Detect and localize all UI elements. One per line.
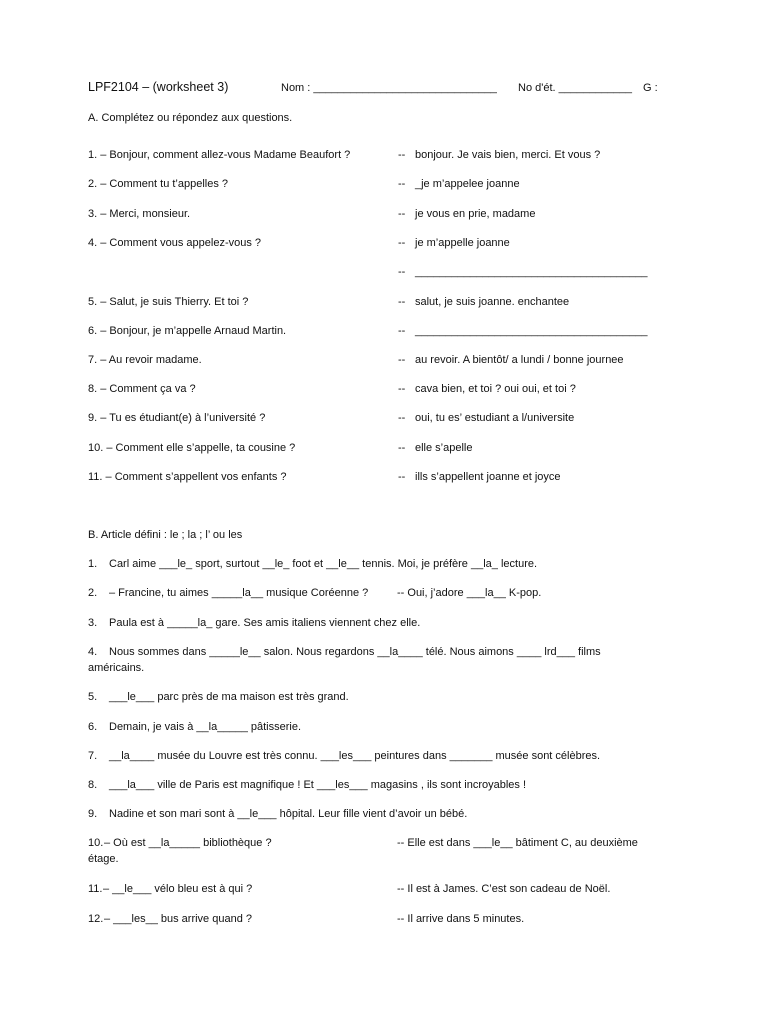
section-a-row: [88, 354, 678, 370]
item-sentence[interactable]: – ___les__ bus arrive quand ?: [104, 913, 252, 925]
answer-text[interactable]: cava bien, et toi ? oui oui, et toi ?: [415, 383, 576, 395]
item-sentence-continuation: américains.: [88, 662, 145, 674]
section-b-title: B. Article défini : le ; la ; l’ ou les: [88, 529, 243, 541]
section-a-row: [88, 412, 678, 428]
answer-dash: --: [398, 266, 406, 278]
section-a-row: [88, 325, 678, 341]
item-number: 8.: [88, 779, 98, 791]
answer-text[interactable]: elle s’apelle: [415, 442, 473, 454]
item-number: 1.: [88, 558, 98, 570]
item-sentence[interactable]: Demain, je vais à __la_____ pâtisserie.: [109, 721, 302, 733]
item-response[interactable]: -- Elle est dans ___le__ bâtiment C, au deuxième: [397, 837, 638, 849]
item-number: 11.: [88, 883, 103, 895]
section-a-title: A. Complétez ou répondez aux questions.: [88, 112, 293, 124]
question-text: 10. – Comment elle s’appelle, ta cousine ?: [88, 442, 296, 454]
question-text: 9. – Tu es étudiant(e) à l’université ?: [88, 412, 266, 424]
section-a-row: [88, 383, 678, 399]
section-a-row: [88, 237, 678, 253]
answer-text[interactable]: ills s’appellent joanne et joyce: [415, 471, 561, 483]
section-a-row: [88, 149, 678, 165]
student-number-label: No d'ét. ____________: [518, 82, 633, 94]
section-a-row: [88, 471, 678, 487]
section-a-row: [88, 178, 678, 194]
answer-dash: --: [398, 208, 406, 220]
group-label: G :: [643, 82, 658, 94]
question-text: 8. – Comment ça va ?: [88, 383, 196, 395]
question-text: 1. – Bonjour, comment allez-vous Madame Beaufort ?: [88, 149, 351, 161]
item-sentence[interactable]: ___le___ parc près de ma maison est très grand.: [109, 691, 349, 703]
question-text: 7. – Au revoir madame.: [88, 354, 202, 366]
answer-text[interactable]: oui, tu es’ estudiant a l/universite: [415, 412, 575, 424]
name-field-label: Nom : ______________________________: [281, 82, 497, 94]
answer-text[interactable]: ______________________________________: [415, 266, 648, 278]
answer-dash: --: [398, 471, 406, 483]
answer-dash: --: [398, 325, 406, 337]
item-sentence[interactable]: – __le___ vélo bleu est à qui ?: [103, 883, 253, 895]
item-response[interactable]: -- Il arrive dans 5 minutes.: [397, 913, 525, 925]
answer-dash: --: [398, 296, 406, 308]
item-number: 2.: [88, 587, 98, 599]
answer-text[interactable]: salut, je suis joanne. enchantee: [415, 296, 570, 308]
question-text: 2. – Comment tu t’appelles ?: [88, 178, 229, 190]
question-text: 11. – Comment s’appellent vos enfants ?: [88, 471, 287, 483]
item-sentence-continuation: étage.: [88, 853, 119, 865]
answer-dash: --: [398, 354, 406, 366]
item-response[interactable]: -- Oui, j’adore ___la__ K-pop.: [397, 587, 542, 599]
item-sentence[interactable]: – Où est __la_____ bibliothèque ?: [104, 837, 272, 849]
question-text: 4. – Comment vous appelez-vous ?: [88, 237, 262, 249]
item-sentence[interactable]: Nadine et son mari sont à __le___ hôpital. Leur fille vient d’avoir un bébé.: [109, 808, 468, 820]
item-sentence[interactable]: Paula est à _____la_ gare. Ses amis italiens viennent chez elle.: [109, 617, 421, 629]
answer-dash: --: [398, 149, 406, 161]
item-number: 4.: [88, 646, 98, 658]
item-sentence[interactable]: __la____ musée du Louvre est très connu. ___les___ peintures dans _______ musée sont célèbres.: [109, 750, 601, 762]
answer-dash: --: [398, 237, 406, 249]
answer-text[interactable]: au revoir. A bientôt/ a lundi / bonne journee: [415, 354, 624, 366]
item-number: 10.: [88, 837, 104, 849]
question-text: 5. – Salut, je suis Thierry. Et toi ?: [88, 296, 249, 308]
section-a-row: [88, 208, 678, 224]
item-number: 5.: [88, 691, 98, 703]
answer-text[interactable]: bonjour. Je vais bien, merci. Et vous ?: [415, 149, 601, 161]
question-text: 3. – Merci, monsieur.: [88, 208, 191, 220]
item-number: 3.: [88, 617, 98, 629]
item-number: 12.: [88, 913, 104, 925]
item-sentence[interactable]: Carl aime ___le_ sport, surtout __le_ foot et __le__ tennis. Moi, je préfère __la_ lecture.: [109, 558, 538, 570]
section-a-row: [88, 442, 678, 458]
answer-text[interactable]: ______________________________________: [415, 325, 648, 337]
answer-dash: --: [398, 412, 406, 424]
answer-text[interactable]: _je m’appelee joanne: [415, 178, 520, 190]
answer-text[interactable]: je m’appelle joanne: [415, 237, 510, 249]
question-text: 6. – Bonjour, je m’appelle Arnaud Martin.: [88, 325, 287, 337]
item-number: 7.: [88, 750, 98, 762]
item-number: 9.: [88, 808, 98, 820]
item-sentence[interactable]: Nous sommes dans _____le__ salon. Nous regardons __la____ télé. Nous aimons ____ lrd___ films: [109, 646, 601, 658]
section-a-row: [88, 266, 678, 282]
worksheet-header: [88, 80, 688, 98]
item-sentence[interactable]: ___la___ ville de Paris est magnifique ! Et ___les___ magasins , ils sont incroyables !: [109, 779, 527, 791]
item-number: 6.: [88, 721, 98, 733]
item-sentence[interactable]: – Francine, tu aimes _____la__ musique Coréenne ?: [109, 587, 369, 599]
answer-dash: --: [398, 442, 406, 454]
section-a-row: [88, 296, 678, 312]
item-response[interactable]: -- Il est à James. C’est son cadeau de Noël.: [397, 883, 611, 895]
answer-dash: --: [398, 383, 406, 395]
answer-text[interactable]: je vous en prie, madame: [415, 208, 536, 220]
worksheet-title: LPF2104 – (worksheet 3): [88, 80, 229, 94]
answer-dash: --: [398, 178, 406, 190]
